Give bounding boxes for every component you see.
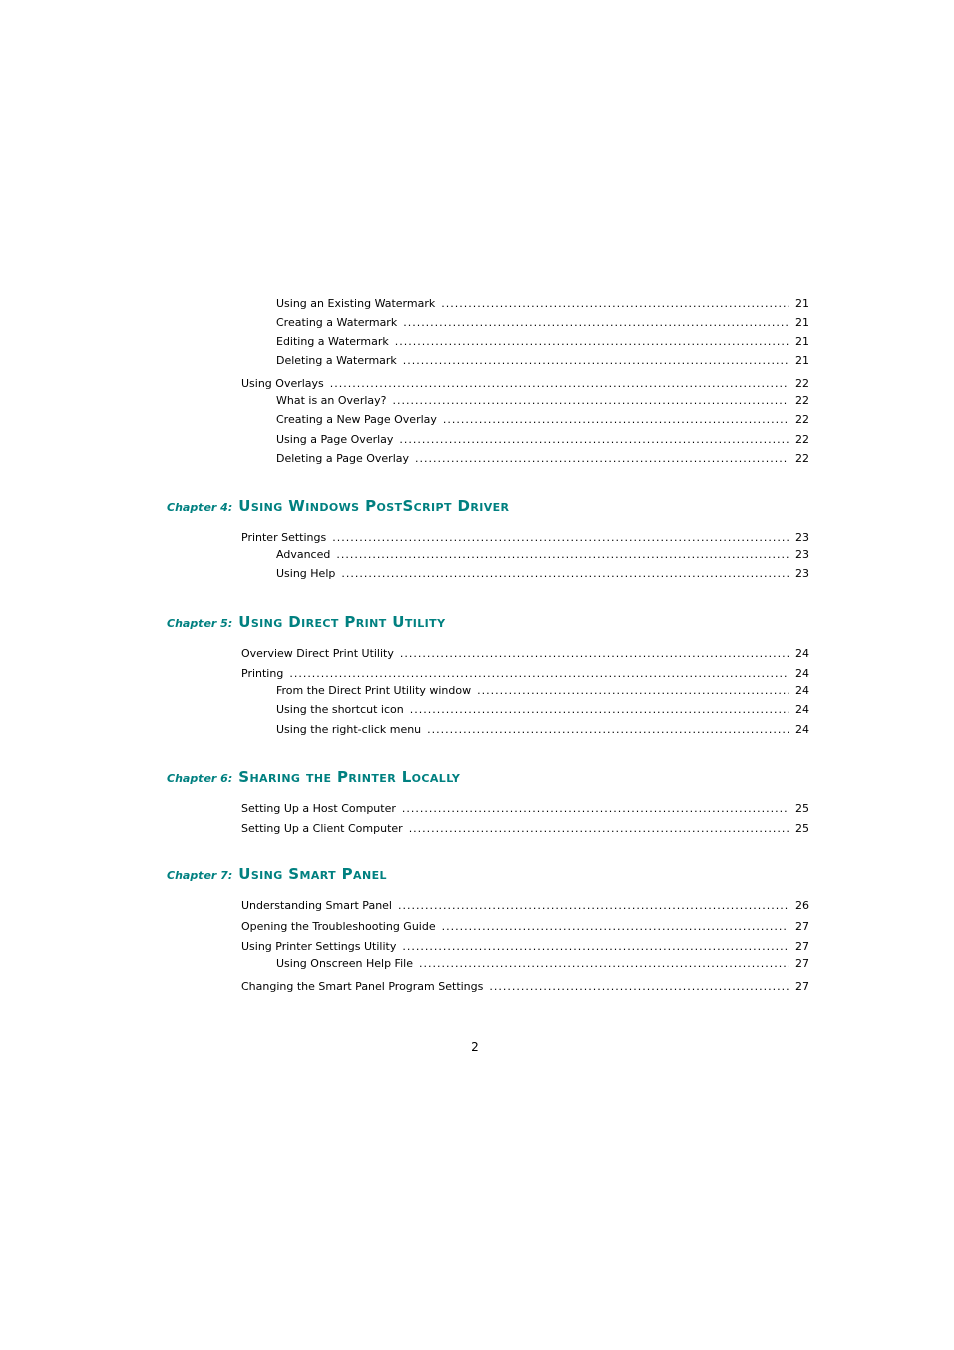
toc-leader: [398, 898, 789, 914]
toc-entry-page: 24: [795, 647, 809, 660]
toc-entry[interactable]: [276, 547, 809, 563]
toc-entry-title: Advanced: [276, 548, 331, 561]
toc-entry-title: Using the shortcut icon: [276, 703, 404, 716]
toc-entry-title: Using an Existing Watermark: [276, 297, 436, 310]
toc-leader: [393, 393, 790, 409]
toc-entry[interactable]: [241, 530, 809, 546]
toc-leader: [489, 979, 789, 995]
toc-leader: [289, 666, 789, 682]
toc-entry-title: Printer Settings: [241, 531, 327, 544]
toc-leader: [336, 547, 789, 563]
toc-entry-title: Using Help: [276, 567, 336, 580]
toc-leader: [399, 432, 789, 448]
toc-leader: [341, 566, 789, 582]
toc-entry-title: Printing: [241, 667, 284, 680]
toc-entry-title: Using Printer Settings Utility: [241, 940, 397, 953]
toc-entry-page: 22: [795, 433, 809, 446]
toc-entry-title: What is an Overlay?: [276, 394, 387, 407]
toc-entry[interactable]: [276, 432, 809, 448]
toc-entry-title: From the Direct Print Utility window: [276, 684, 472, 697]
toc-entry-page: 26: [795, 899, 809, 912]
page-number: 2: [471, 1040, 479, 1054]
toc-entry[interactable]: [276, 334, 809, 350]
toc-entry-page: 23: [795, 531, 809, 544]
toc-entry-page: 21: [795, 354, 809, 367]
toc-entry-page: 24: [795, 723, 809, 736]
toc-leader: [402, 939, 789, 955]
toc-entry-title: Deleting a Page Overlay: [276, 452, 410, 465]
toc-leader: [409, 821, 789, 837]
toc-entry[interactable]: [241, 919, 809, 935]
toc-entry-page: 22: [795, 413, 809, 426]
chapter-label: Chapter 4:: [167, 501, 233, 514]
toc-leader: [403, 353, 789, 369]
toc-entry[interactable]: [241, 666, 809, 682]
toc-entry[interactable]: [241, 939, 809, 955]
chapter-label: Chapter 7:: [167, 869, 233, 882]
chapter-heading[interactable]: [167, 613, 445, 635]
toc-entry-page: 24: [795, 667, 809, 680]
toc-entry-title: Editing a Watermark: [276, 335, 389, 348]
toc-entry[interactable]: [276, 702, 809, 718]
toc-entry-title: Setting Up a Host Computer: [241, 802, 396, 815]
chapter-label: Chapter 6:: [167, 772, 233, 785]
toc-leader: [400, 646, 789, 662]
toc-leader: [402, 801, 789, 817]
chapter-heading[interactable]: [167, 768, 460, 790]
toc-entry-title: Setting Up a Client Computer: [241, 822, 403, 835]
toc-leader: [415, 451, 789, 467]
toc-leader: [441, 296, 789, 312]
toc-entry-title: Changing the Smart Panel Program Settings: [241, 980, 484, 993]
toc-leader: [403, 315, 789, 331]
chapter-title: Using Smart Panel: [238, 865, 387, 883]
toc-entry-page: 23: [795, 548, 809, 561]
toc-entry-title: Opening the Troubleshooting Guide: [241, 920, 436, 933]
toc-entry-title: Using a Page Overlay: [276, 433, 394, 446]
toc-entry-page: 24: [795, 684, 809, 697]
toc-entry[interactable]: [276, 451, 809, 467]
chapter-heading[interactable]: [167, 497, 509, 519]
toc-leader: [332, 530, 789, 546]
toc-entry-page: 22: [795, 452, 809, 465]
toc-entry-title: Creating a Watermark: [276, 316, 398, 329]
toc-leader: [442, 919, 789, 935]
toc-leader: [427, 722, 789, 738]
toc-entry[interactable]: [241, 801, 809, 817]
toc-entry[interactable]: [276, 296, 809, 312]
toc-leader: [443, 412, 789, 428]
toc-entry[interactable]: [276, 956, 809, 972]
toc-entry[interactable]: [276, 566, 809, 582]
toc-entry[interactable]: [276, 353, 809, 369]
toc-entry-page: 25: [795, 802, 809, 815]
toc-entry[interactable]: [276, 683, 809, 699]
toc-entry-title: Using the right-click menu: [276, 723, 422, 736]
toc-leader: [330, 376, 789, 392]
toc-entry[interactable]: [276, 393, 809, 409]
toc-entry[interactable]: [241, 979, 809, 995]
toc-entry-page: 22: [795, 377, 809, 390]
toc-entry[interactable]: [276, 315, 809, 331]
toc-entry[interactable]: [241, 821, 809, 837]
toc-leader: [419, 956, 789, 972]
toc-entry-page: 21: [795, 297, 809, 310]
chapter-title: Using Windows PostScript Driver: [238, 497, 510, 515]
toc-entry[interactable]: [241, 898, 809, 914]
toc-entry[interactable]: [241, 376, 809, 392]
chapter-heading[interactable]: [167, 865, 387, 887]
toc-leader: [477, 683, 789, 699]
toc-entry-page: 21: [795, 335, 809, 348]
toc-entry-page: 27: [795, 920, 809, 933]
toc-entry-page: 27: [795, 957, 809, 970]
toc-entry-title: Overview Direct Print Utility: [241, 647, 394, 660]
toc-entry-page: 27: [795, 980, 809, 993]
toc-entry-title: Using Overlays: [241, 377, 324, 390]
toc-entry-title: Creating a New Page Overlay: [276, 413, 437, 426]
toc-entry[interactable]: [276, 722, 809, 738]
toc-leader: [395, 334, 789, 350]
toc-entry-page: 25: [795, 822, 809, 835]
toc-entry-page: 23: [795, 567, 809, 580]
chapter-label: Chapter 5:: [167, 617, 233, 630]
toc-entry-page: 27: [795, 940, 809, 953]
toc-entry-title: Understanding Smart Panel: [241, 899, 392, 912]
toc-leader: [410, 702, 789, 718]
toc-entry-page: 21: [795, 316, 809, 329]
toc-entry-title: Using Onscreen Help File: [276, 957, 413, 970]
toc-entry-page: 22: [795, 394, 809, 407]
toc-entry[interactable]: [241, 646, 809, 662]
chapter-title: Using Direct Print Utility: [238, 613, 446, 631]
chapter-title: Sharing the Printer Locally: [238, 768, 461, 786]
toc-entry[interactable]: [276, 412, 809, 428]
toc-entry-page: 24: [795, 703, 809, 716]
toc-entry-title: Deleting a Watermark: [276, 354, 397, 367]
